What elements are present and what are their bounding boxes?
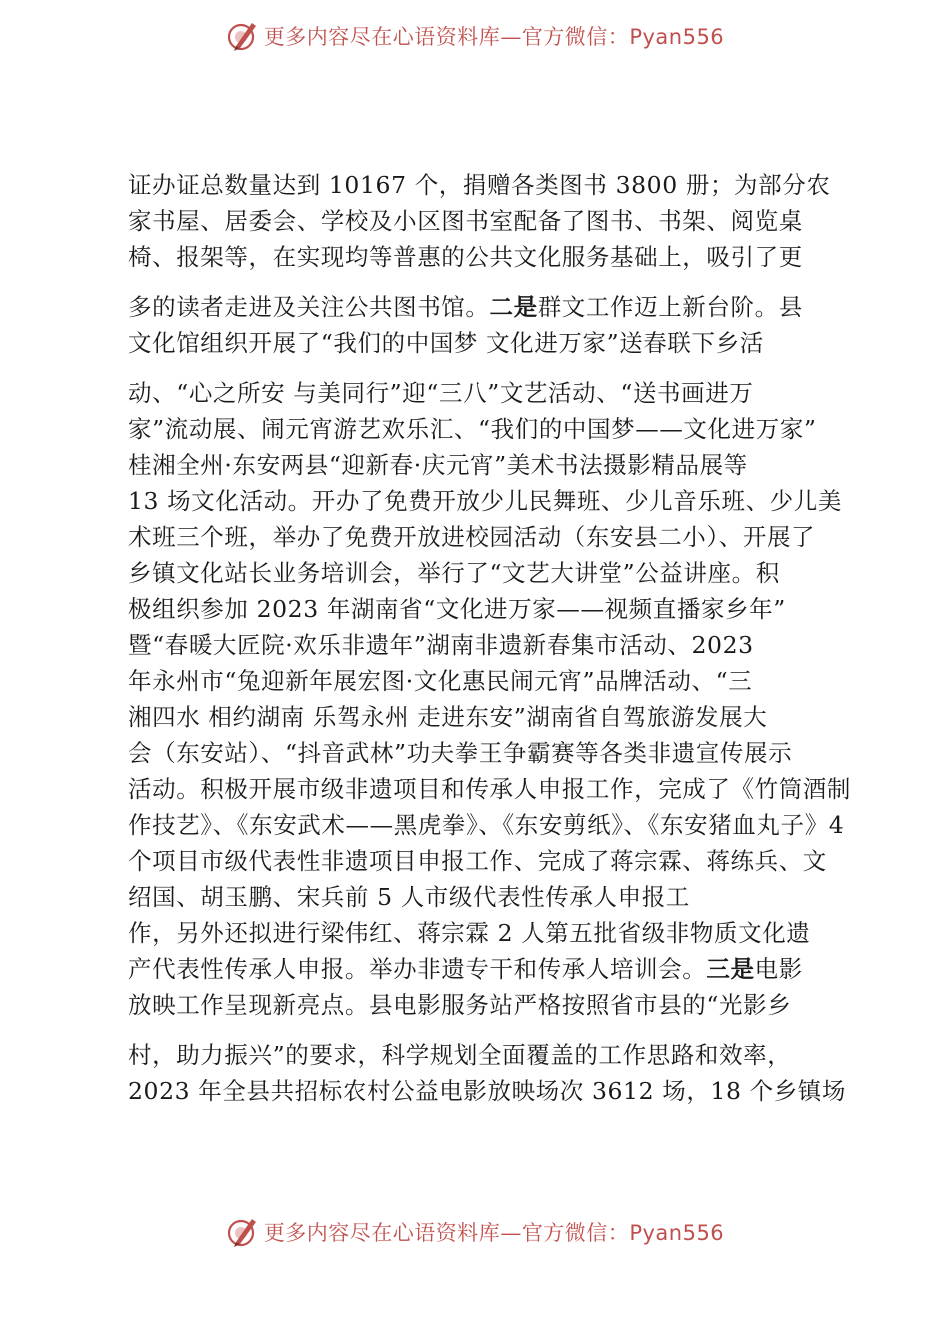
text-line: 极组织参加 2023 年湖南省“文化进万家——视频直播家乡年” [128, 595, 786, 623]
text-line: 家”流动展、闹元宵游艺欢乐汇、“我们的中国梦——文化进万家” [128, 415, 817, 443]
text-line: 桂湘全州·东安两县“迎新春·庆元宵”美术书法摄影精品展等 [128, 451, 748, 479]
watermark-site: 更多内容尽在心语资料库 [263, 1221, 501, 1245]
text-line: 作技艺》、《东安武术——黑虎拳》、《东安剪纸》、《东安猪血丸子》4 [128, 811, 845, 839]
header-watermark [0, 14, 950, 58]
text-line: 动、“心之所安 与美同行”迎“三八”文艺活动、“送书画进万 [128, 379, 754, 407]
text-line: 暨“春暖大匠院·欢乐非遗年”湖南非遗新春集市活动、2023 [128, 631, 754, 659]
text-line: 家书屋、居委会、学校及小区图书室配备了图书、书架、阅览桌 [128, 207, 803, 235]
text-line: 2023 年全县共招标农村公益电影放映场次 3612 场，18 个乡镇场 [128, 1077, 846, 1105]
watermark-dash: — [500, 25, 522, 49]
text-line: 年永州市“兔迎新年展宏图·文化惠民闹元宵”品牌活动、“三 [128, 667, 753, 695]
watermark-site: 更多内容尽在心语资料库 [263, 25, 501, 49]
text-line: 13 场文化活动。开办了免费开放少儿民舞班、少儿音乐班、少儿美 [128, 487, 842, 515]
text-line [128, 951, 842, 987]
text-line: 作，另外还拟进行梁伟红、蒋宗霖 2 人第五批省级非物质文化遗 [128, 919, 811, 947]
text-line: 活动。积极开展市级非遗项目和传承人申报工作，完成了《竹筒酒制 [128, 775, 851, 803]
text-run: 多的读者走进及关注公共图书馆。 [128, 293, 490, 321]
text-run: 电影 [754, 955, 803, 983]
watermark-dash: — [500, 1221, 522, 1245]
footer-watermark [0, 1210, 950, 1254]
bold-heading: 三是 [706, 955, 755, 983]
text-line: 乡镇文化站长业务培训会，举行了“文艺大讲堂”公益讲座。积 [128, 559, 780, 587]
watermark-wechat-label: 官方微信： [521, 1221, 630, 1245]
text-line: 村，助力振兴”的要求，科学规划全面覆盖的工作思路和效率， [128, 1041, 792, 1069]
watermark-wechat-id: Pyan556 [629, 1221, 725, 1245]
watermark-text [264, 21, 724, 51]
text-run: 群文工作迈上新台阶。县 [537, 293, 803, 321]
text-line: 放映工作呈现新亮点。县电影服务站严格按照省市县的“光影乡 [128, 991, 792, 1019]
text-line: 绍国、胡玉鹏、宋兵前 5 人市级代表性传承人申报工 [128, 883, 690, 911]
text-line: 会（东安站）、“抖音武林”功夫拳王争霸赛等各类非遗宣传展示 [128, 739, 793, 767]
watermark-text [264, 1217, 724, 1247]
text-line: 术班三个班，举办了免费开放进校园活动（东安县二小）、开展了 [128, 523, 816, 551]
text-line: 湘四水 相约湖南 乐驾永州 走进东安”湖南省自驾旅游发展大 [128, 703, 768, 731]
watermark-wechat-label: 官方微信： [521, 25, 630, 49]
text-line: 证办证总数量达到 10167 个，捐赠各类图书 3800 册；为部分农 [128, 171, 831, 199]
pen-logo-icon [226, 19, 260, 53]
text-line: 文化馆组织开展了“我们的中国梦 文化进万家”送春联下乡活 [128, 329, 764, 357]
text-line: 椅、报架等，在实现均等普惠的公共文化服务基础上，吸引了更 [128, 243, 803, 271]
bold-heading: 二是 [489, 293, 538, 321]
text-run: 产代表性传承人申报。举办非遗专干和传承人培训会。 [128, 955, 707, 983]
watermark-wechat-id: Pyan556 [629, 25, 725, 49]
text-line: 个项目市级代表性非遗项目申报工作、完成了蒋宗霖、蒋练兵、文 [128, 847, 827, 875]
pen-logo-icon [226, 1215, 260, 1249]
text-line [128, 289, 842, 325]
document-body [128, 167, 851, 1109]
